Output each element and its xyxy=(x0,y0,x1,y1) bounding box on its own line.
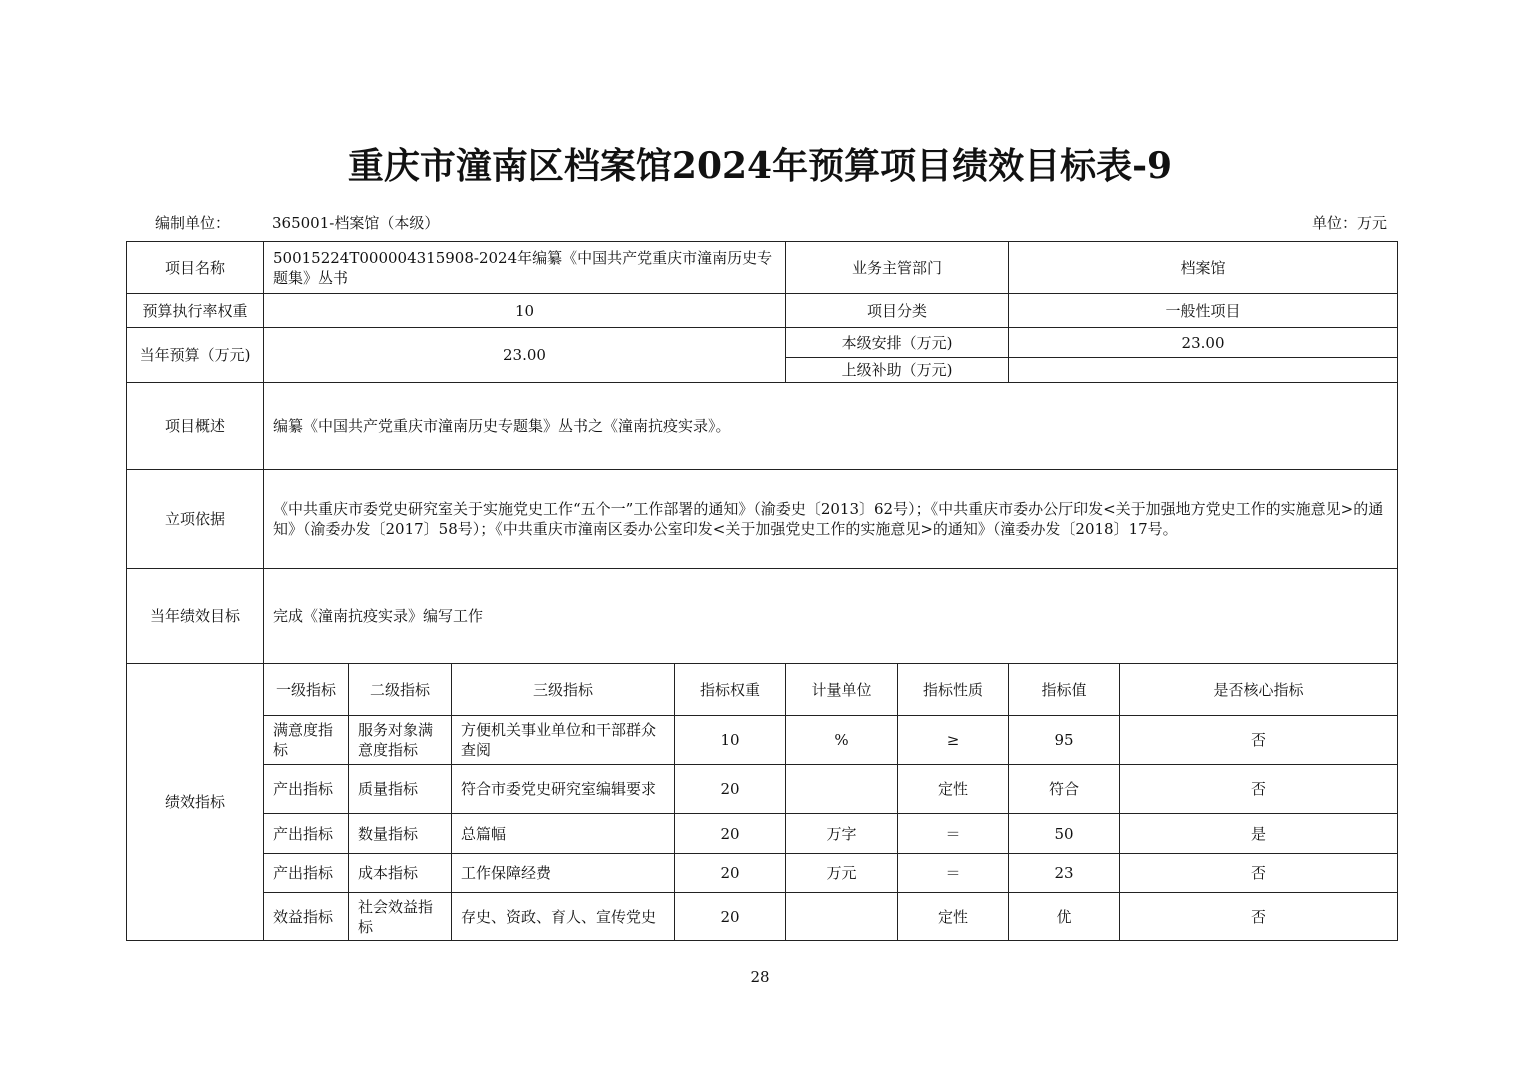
budget-label: 当年预算（万元) xyxy=(127,328,264,383)
weight-label: 预算执行率权重 xyxy=(127,294,264,328)
project-name-label: 项目名称 xyxy=(127,242,264,294)
indicator-value: 优 xyxy=(1009,893,1120,941)
indicator-level2: 质量指标 xyxy=(349,765,452,814)
indicator-header: 三级指标 xyxy=(452,664,675,716)
indicator-level2: 成本指标 xyxy=(349,854,452,893)
indicator-nature: ≥ xyxy=(898,716,1009,765)
table-row xyxy=(127,294,1398,328)
indicator-header-row xyxy=(127,664,1398,716)
indicator-header: 计量单位 xyxy=(786,664,898,716)
table-row xyxy=(127,470,1398,569)
dept-label: 业务主管部门 xyxy=(786,242,1009,294)
indicator-level3: 总篇幅 xyxy=(452,814,675,854)
budget-value: 23.00 xyxy=(264,328,786,383)
table-row xyxy=(127,569,1398,664)
indicator-core: 否 xyxy=(1120,854,1398,893)
project-name-value: 50015224T000004315908-2024年编纂《中国共产党重庆市潼南历史专题集》丛书 xyxy=(264,242,786,294)
table-row xyxy=(127,328,1398,358)
indicator-row xyxy=(127,814,1398,854)
indicator-header: 二级指标 xyxy=(349,664,452,716)
indicator-header: 指标性质 xyxy=(898,664,1009,716)
local-arrangement-value: 23.00 xyxy=(1009,328,1398,358)
indicator-weight: 10 xyxy=(675,716,786,765)
compiling-unit-label: 编制单位： xyxy=(155,214,231,232)
compiling-unit-value: 365001-档案馆（本级） xyxy=(272,214,440,232)
overview-label: 项目概述 xyxy=(127,383,264,470)
indicator-level1: 产出指标 xyxy=(264,854,349,893)
indicator-weight: 20 xyxy=(675,765,786,814)
category-value: 一般性项目 xyxy=(1009,294,1398,328)
indicators-section-label: 绩效指标 xyxy=(127,664,264,941)
indicator-value: 50 xyxy=(1009,814,1120,854)
indicator-row xyxy=(127,854,1398,893)
performance-target-table xyxy=(126,241,1398,941)
indicator-nature: 定性 xyxy=(898,893,1009,941)
indicator-level2: 数量指标 xyxy=(349,814,452,854)
indicator-nature: 定性 xyxy=(898,765,1009,814)
page-title: 重庆市潼南区档案馆2024年预算项目绩效目标表-9 xyxy=(347,145,1173,187)
indicator-level3: 方便机关事业单位和干部群众查阅 xyxy=(452,716,675,765)
indicator-weight: 20 xyxy=(675,893,786,941)
indicator-level2: 社会效益指标 xyxy=(349,893,452,941)
goal-value: 完成《潼南抗疫实录》编写工作 xyxy=(264,569,1398,664)
superior-subsidy-value xyxy=(1009,358,1398,383)
indicator-row xyxy=(127,765,1398,814)
indicator-unit xyxy=(786,765,898,814)
indicator-core: 否 xyxy=(1120,765,1398,814)
indicator-weight: 20 xyxy=(675,814,786,854)
overview-value: 编纂《中国共产党重庆市潼南历史专题集》丛书之《潼南抗疫实录》。 xyxy=(264,383,1398,470)
page-number: 28 xyxy=(750,968,770,986)
indicator-header: 指标权重 xyxy=(675,664,786,716)
table-row xyxy=(127,242,1398,294)
local-arrangement-label: 本级安排（万元) xyxy=(786,328,1009,358)
indicator-header: 是否核心指标 xyxy=(1120,664,1398,716)
indicator-level1: 效益指标 xyxy=(264,893,349,941)
indicator-value: 23 xyxy=(1009,854,1120,893)
indicator-value: 95 xyxy=(1009,716,1120,765)
dept-value: 档案馆 xyxy=(1009,242,1398,294)
weight-value: 10 xyxy=(264,294,786,328)
indicator-level3: 符合市委党史研究室编辑要求 xyxy=(452,765,675,814)
indicator-unit: 万字 xyxy=(786,814,898,854)
indicator-level1: 产出指标 xyxy=(264,814,349,854)
indicator-row xyxy=(127,716,1398,765)
indicator-weight: 20 xyxy=(675,854,786,893)
indicator-level1: 产出指标 xyxy=(264,765,349,814)
indicator-level2: 服务对象满意度指标 xyxy=(349,716,452,765)
indicator-unit: % xyxy=(786,716,898,765)
indicator-unit xyxy=(786,893,898,941)
superior-subsidy-label: 上级补助（万元) xyxy=(786,358,1009,383)
indicator-unit: 万元 xyxy=(786,854,898,893)
basis-value: 《中共重庆市委党史研究室关于实施党史工作“五个一”工作部署的通知》（渝委史〔2013〕62号）；《中共重庆市委办公厅印发<关于加强地方党史工作的实施意见>的通知》（渝委办发〔2017〕58号）；《中共重庆市潼南区委办公室印发<关于加强党史工作的实施意见>的通知》（潼委办发〔2018〕17号。 xyxy=(264,470,1398,569)
goal-label: 当年绩效目标 xyxy=(127,569,264,664)
indicator-value: 符合 xyxy=(1009,765,1120,814)
indicator-row xyxy=(127,893,1398,941)
indicator-core: 否 xyxy=(1120,716,1398,765)
indicator-level1: 满意度指标 xyxy=(264,716,349,765)
indicator-nature: ＝ xyxy=(898,814,1009,854)
basis-label: 立项依据 xyxy=(127,470,264,569)
indicator-level3: 工作保障经费 xyxy=(452,854,675,893)
indicator-core: 否 xyxy=(1120,893,1398,941)
indicator-header: 指标值 xyxy=(1009,664,1120,716)
indicator-nature: ＝ xyxy=(898,854,1009,893)
category-label: 项目分类 xyxy=(786,294,1009,328)
money-unit-label: 单位：万元 xyxy=(1311,214,1387,232)
indicator-header: 一级指标 xyxy=(264,664,349,716)
indicator-core: 是 xyxy=(1120,814,1398,854)
indicator-level3: 存史、资政、育人、宣传党史 xyxy=(452,893,675,941)
table-row xyxy=(127,383,1398,470)
